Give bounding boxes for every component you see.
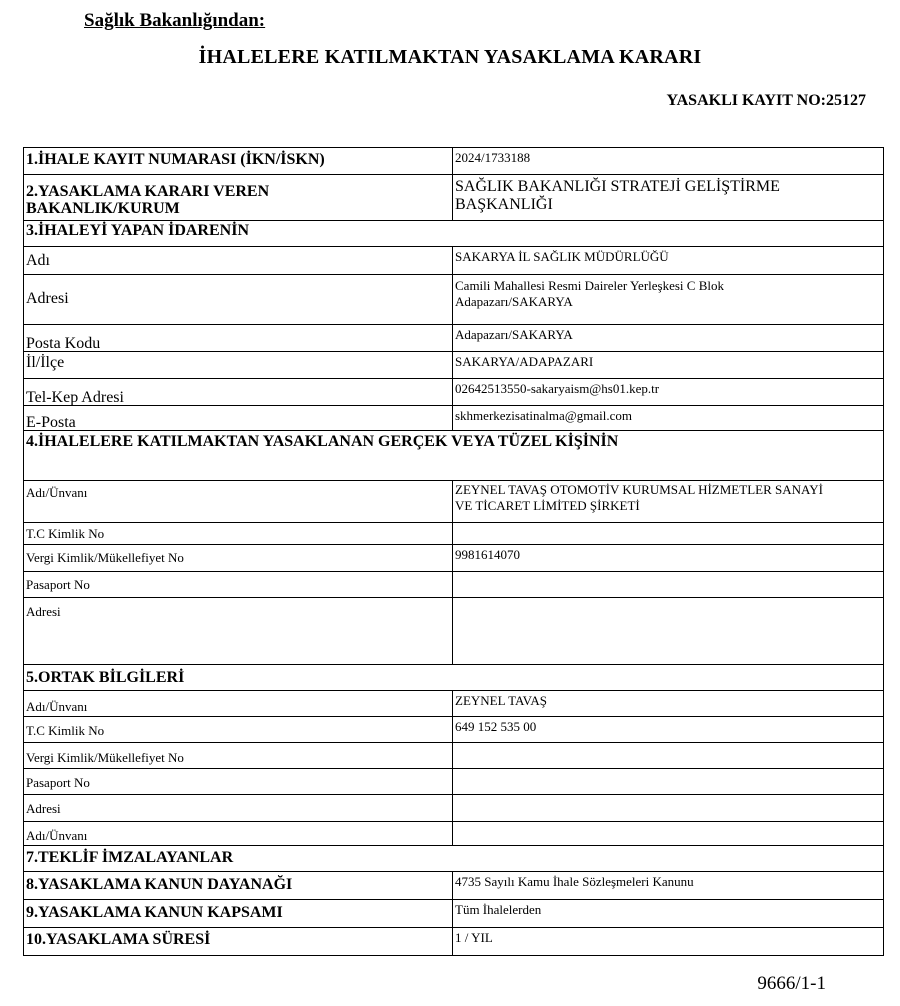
row-admin-postal <box>24 324 883 351</box>
row-person-name <box>24 480 883 522</box>
label-person-address: Adresi <box>26 604 61 619</box>
row-person-address <box>24 597 883 664</box>
section-7-heading: 7.TEKLİF İMZALAYANLAR <box>26 849 234 866</box>
value-ban-duration: 1 / YIL <box>452 928 883 955</box>
value-admin-postal: Adapazarı/SAKARYA <box>452 325 883 351</box>
row-person-passport <box>24 571 883 597</box>
row-section-3-heading <box>24 220 883 246</box>
label-decision-authority-text: 2.YASAKLAMA KARARI VEREN BAKANLIK/KURUM <box>26 183 270 217</box>
value-person-address <box>452 598 883 664</box>
row-person-tax <box>24 544 883 571</box>
value-tender-registry-number: 2024/1733188 <box>452 148 883 174</box>
label-person-tax: Vergi Kimlik/Mükellefiyet No <box>26 550 184 565</box>
value-person-name-line1: ZEYNEL TAVAŞ OTOMOTİV KURUMSAL HİZMETLER SANAYİ <box>455 482 823 497</box>
value-admin-kep: 02642513550-sakaryaism@hs01.kep.tr <box>452 379 883 405</box>
value-partner-passport <box>452 769 883 794</box>
row-admin-email <box>24 405 883 430</box>
label-partner-tc: T.C Kimlik No <box>26 723 105 738</box>
value-admin-name: SAKARYA İL SAĞLIK MÜDÜRLÜĞÜ <box>452 247 883 274</box>
label-tender-registry-number: 1.İHALE KAYIT NUMARASI (İKN/İSKN) <box>26 151 325 168</box>
value-admin-address <box>452 275 883 324</box>
value-legal-basis: 4735 Sayılı Kamu İhale Sözleşmeleri Kanunu <box>452 872 883 899</box>
label-legal-basis: 8.YASAKLAMA KANUN DAYANAĞI <box>26 876 293 893</box>
value-partner-name-2 <box>452 822 883 845</box>
label-partner-passport: Pasaport No <box>26 775 90 790</box>
row-admin-kep <box>24 378 883 405</box>
label-admin-email: E-Posta <box>26 414 76 431</box>
label-partner-name: Adı/Ünvanı <box>26 699 88 714</box>
row-legal-scope <box>24 899 883 927</box>
value-decision-authority-line1: SAĞLIK BAKANLIĞI STRATEJİ GELİŞTİRME <box>455 178 780 195</box>
section-4-heading: 4.İHALELERE KATILMAKTAN YASAKLANAN GERÇEK VEYA TÜZEL KİŞİNİN <box>26 433 619 450</box>
label-legal-scope: 9.YASAKLAMA KANUN KAPSAMI <box>26 904 283 921</box>
row-partner-tc <box>24 716 883 742</box>
label-partner-address: Adresi <box>26 801 61 816</box>
value-admin-email: skhmerkezisatinalma@gmail.com <box>452 406 883 430</box>
value-person-tc <box>452 523 883 544</box>
row-section-4-heading <box>24 430 883 480</box>
value-person-tax: 9981614070 <box>452 545 883 571</box>
row-partner-name-2 <box>24 821 883 845</box>
label-person-name: Adı/Ünvanı <box>26 485 88 500</box>
value-person-name-line2: VE TİCARET LİMİTED ŞİRKETİ <box>455 498 640 513</box>
label-partner-name-2: Adı/Ünvanı <box>26 828 88 843</box>
row-admin-name <box>24 246 883 274</box>
label-admin-kep: Tel-Kep Adresi <box>26 389 124 406</box>
value-admin-city: SAKARYA/ADAPAZARI <box>452 352 883 378</box>
section-5-heading: 5.ORTAK BİLGİLERİ <box>26 669 185 686</box>
label-admin-city: İl/İlçe <box>26 354 65 371</box>
section-3-heading: 3.İHALEYİ YAPAN İDARENİN <box>26 222 249 239</box>
value-legal-scope: Tüm İhalelerden <box>452 900 883 927</box>
row-section-5-heading <box>24 664 883 690</box>
value-person-name <box>452 481 883 522</box>
row-ban-duration <box>24 927 883 955</box>
row-partner-name <box>24 690 883 716</box>
label-decision-authority <box>24 175 452 220</box>
label-admin-postal: Posta Kodu <box>26 335 101 352</box>
registry-number: YASAKLI KAYIT NO:25127 <box>666 92 866 109</box>
value-decision-authority-line2: BAŞKANLIĞI <box>455 196 553 213</box>
value-partner-name: ZEYNEL TAVAŞ <box>452 691 883 716</box>
value-partner-address <box>452 795 883 821</box>
row-admin-city <box>24 351 883 378</box>
row-admin-address <box>24 274 883 324</box>
ban-decision-form <box>23 147 884 956</box>
page-reference: 9666/1-1 <box>757 973 826 994</box>
row-decision-authority <box>24 174 883 220</box>
label-admin-name: Adı <box>26 252 50 269</box>
value-admin-address-line1: Camili Mahallesi Resmi Daireler Yerleşkesi C Blok <box>455 278 724 293</box>
row-partner-tax <box>24 742 883 768</box>
row-section-7-heading <box>24 845 883 871</box>
row-legal-basis <box>24 871 883 899</box>
ministry-heading: Sağlık Bakanlığından: <box>84 10 266 31</box>
value-partner-tc: 649 152 535 00 <box>452 717 883 742</box>
label-person-tc: T.C Kimlik No <box>26 526 105 541</box>
row-tender-registry-number <box>24 148 883 174</box>
label-ban-duration: 10.YASAKLAMA SÜRESİ <box>26 931 211 948</box>
row-partner-passport <box>24 768 883 794</box>
row-partner-address <box>24 794 883 821</box>
label-partner-tax: Vergi Kimlik/Mükellefiyet No <box>26 750 184 765</box>
value-admin-address-line2: Adapazarı/SAKARYA <box>455 294 573 309</box>
row-person-tc <box>24 522 883 544</box>
document-title: İHALELERE KATILMAKTAN YASAKLAMA KARARI <box>198 46 702 68</box>
value-partner-tax <box>452 743 883 768</box>
label-admin-address: Adresi <box>26 290 69 307</box>
value-decision-authority <box>452 175 883 220</box>
label-person-passport: Pasaport No <box>26 577 90 592</box>
value-person-passport <box>452 572 883 597</box>
